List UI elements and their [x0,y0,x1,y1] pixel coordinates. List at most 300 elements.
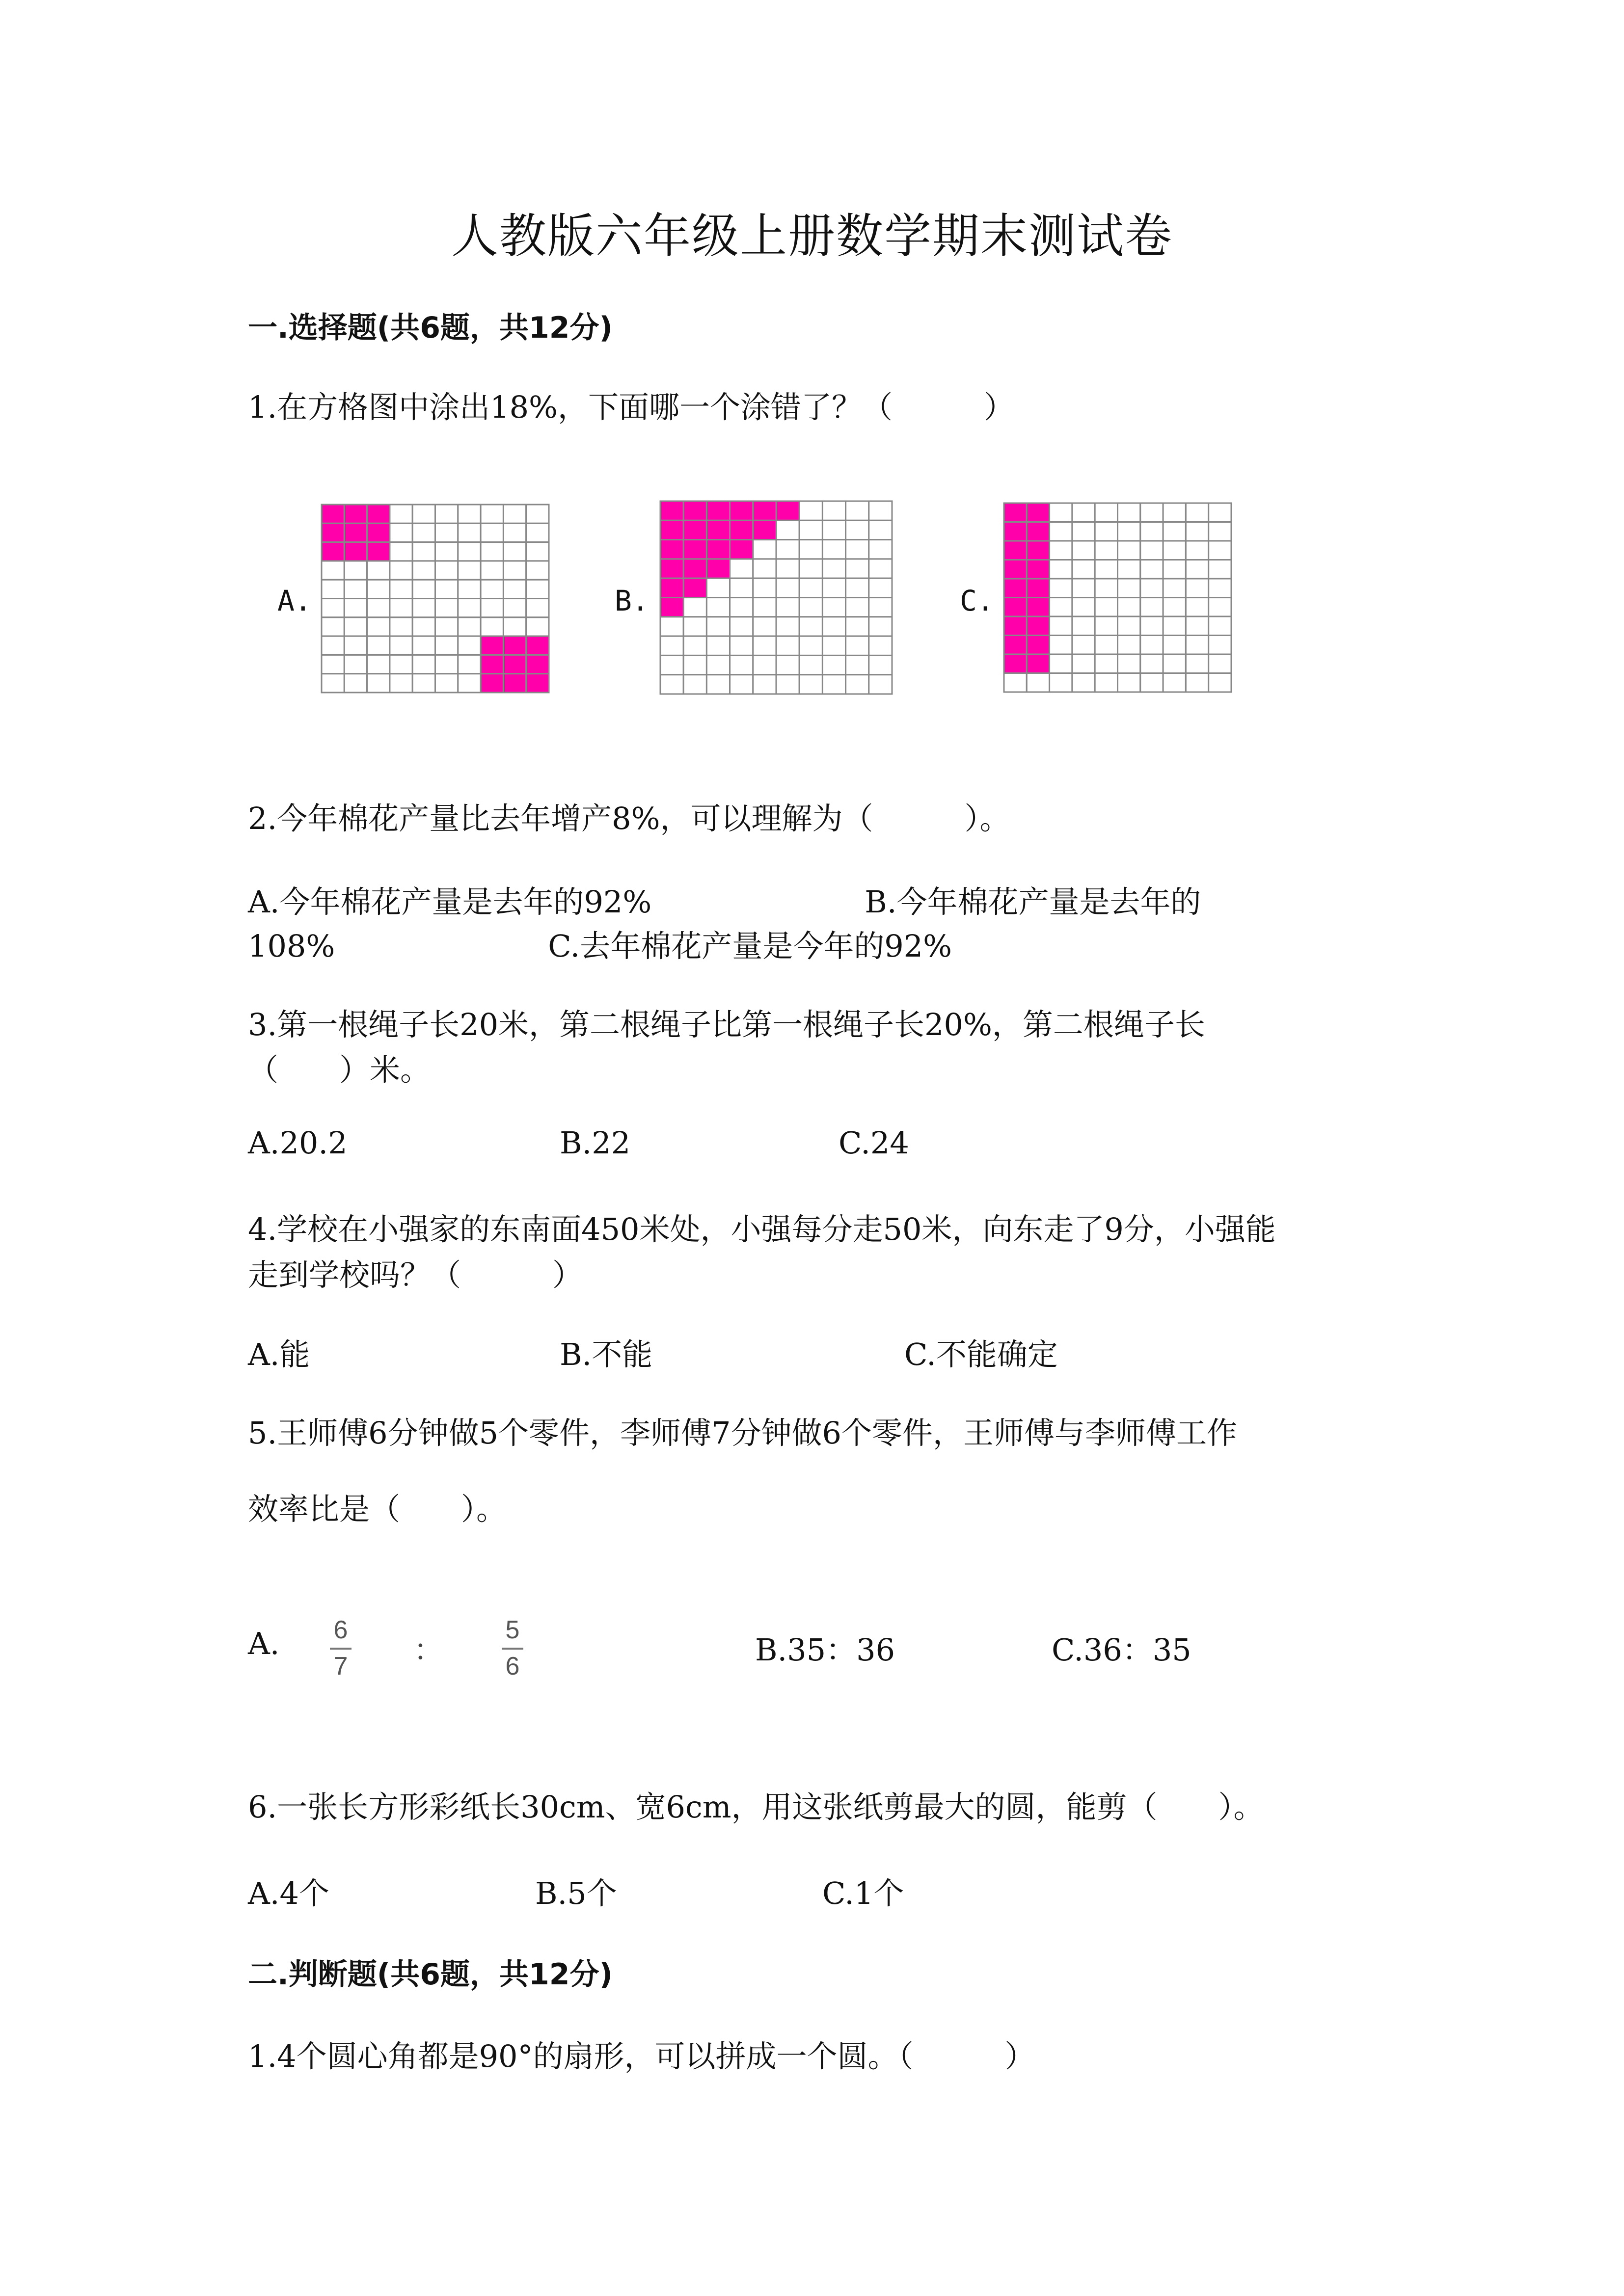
grid-cell [1140,673,1163,693]
grid-cell [1163,598,1186,617]
grid-cell [1209,598,1231,617]
shaded-cell [730,501,753,520]
grid-cell [1095,579,1117,598]
grid-cell [1163,579,1186,598]
grid-cell [799,520,822,539]
grid-cell [1118,541,1140,560]
grid-cell [367,636,390,655]
grid-cell [526,505,549,523]
grid-cell [1140,541,1163,560]
grid-cell [1050,616,1072,636]
grid-cell [344,599,367,617]
grid-cell [1140,522,1163,541]
shaded-cell [1027,654,1049,673]
grid-cell [822,655,845,674]
question-3-option-c: C.24 [839,1125,909,1161]
question-6-option-c: C.1个 [822,1875,904,1911]
grid-cell [503,523,526,542]
shaded-cell [1004,522,1027,541]
question-3-line2: （ ）米。 [248,1052,431,1088]
grid-cell [846,655,869,674]
shaded-cell [367,523,390,542]
grid-cell [846,501,869,520]
grid-cell [869,559,892,578]
fraction-denominator: 6 [505,1652,520,1681]
option-a-label: A. [277,584,312,617]
grid-cell [730,617,753,636]
grid-cell [1050,654,1072,673]
grid-cell [776,578,799,597]
grid-cell [435,617,458,636]
shaded-cell [1027,522,1049,541]
shaded-cell [1004,598,1027,617]
fraction-bar [502,1648,523,1650]
grid-cell [1118,636,1140,655]
question-3-option-b: B.22 [560,1125,631,1161]
grid-cell [412,561,435,580]
grid-cell [753,598,776,617]
grid-cell [1072,560,1095,579]
grid-cell [481,617,503,636]
shaded-cell [1004,654,1027,673]
grid-cell [1140,616,1163,636]
grid-cell [846,598,869,617]
question-3-line1: 3.第一根绳子长20米，第二根绳子比第一根绳子长20%，第二根绳子长 [248,1007,1205,1042]
shaded-cell [503,655,526,673]
grid-cell [1095,503,1117,522]
grid-cell [1050,560,1072,579]
shaded-cell [1004,541,1027,560]
grid-cell [683,598,706,617]
grid-cell [1186,598,1208,617]
grid-cell [730,655,753,674]
grid-cell [706,636,730,655]
grid-cell [1118,579,1140,598]
grid-cell [753,655,776,674]
shaded-cell [526,655,549,673]
grid-cell [526,580,549,598]
shaded-cell [776,501,799,520]
grid-cell [846,636,869,655]
grid-cell [822,501,845,520]
question-5-option-b: B.35：36 [755,1632,895,1668]
grid-cell [1140,636,1163,655]
grid-cell [1072,636,1095,655]
question-4-option-c: C.不能确定 [904,1336,1058,1372]
grid-cell [799,578,822,597]
shaded-cell [1027,579,1049,598]
shaded-cell [1004,579,1027,598]
grid-cell [458,542,481,561]
grid-a [322,505,549,693]
grid-cell [390,542,412,561]
grid-cell [869,636,892,655]
grid-cell [1004,673,1027,693]
grid-cell [367,617,390,636]
shaded-cell [344,505,367,523]
grid-cell [390,655,412,673]
grid-cell [776,617,799,636]
fraction-6-7 [330,1617,352,1679]
grid-cell [458,599,481,617]
grid-cell [869,675,892,694]
shaded-cell [706,540,730,559]
grid-cell [458,636,481,655]
grid-cell [435,599,458,617]
grid-cell [1118,503,1140,522]
shaded-cell [322,523,344,542]
grid-cell [799,675,822,694]
grid-cell [412,599,435,617]
grid-cell [481,505,503,523]
grid-cell [1118,654,1140,673]
grid-cell [458,505,481,523]
grid-cell [503,599,526,617]
shaded-cell [1004,616,1027,636]
grid-cell [1095,616,1117,636]
shaded-cell [344,523,367,542]
grid-cell [846,675,869,694]
grid-cell [344,617,367,636]
grid-cell [730,559,753,578]
section-heading-choice: 一.选择题(共6题，共12分) [248,311,613,345]
grid-cell [1140,598,1163,617]
grid-cell [822,578,845,597]
question-3-option-a: A.20.2 [248,1125,348,1161]
grid-cell [822,520,845,539]
grid-cell [706,578,730,597]
grid-cell [458,523,481,542]
grid-cell [322,617,344,636]
shaded-cell [1027,636,1049,655]
grid-cell [526,542,549,561]
grid-cell [458,580,481,598]
grid-cell [1072,598,1095,617]
grid-cell [1209,503,1231,522]
grid-cell [1186,673,1208,693]
question-4-line1: 4.学校在小强家的东南面450米处，小强每分走50米，向东走了9分，小强能 [248,1211,1276,1247]
grid-cell [503,542,526,561]
grid-cell [1072,654,1095,673]
grid-cell [660,636,683,655]
question-5-option-c: C.36：35 [1052,1632,1191,1668]
grid-cell [526,617,549,636]
fraction-denominator: 7 [333,1652,348,1681]
grid-cell [1072,541,1095,560]
grid-cell [1209,616,1231,636]
grid-cell [481,599,503,617]
grid-cell [1186,636,1208,655]
grid-cell [458,674,481,693]
grid-cell [1095,673,1117,693]
grid-cell [435,655,458,673]
grid-cell [1072,673,1095,693]
shaded-cell [706,520,730,539]
grid-cell [1095,636,1117,655]
shaded-cell [730,520,753,539]
question-5-line2: 效率比是（ ）。 [248,1491,507,1527]
grid-cell [390,674,412,693]
grid-cell [846,559,869,578]
shaded-cell [753,520,776,539]
grid-c [1004,503,1231,692]
grid-cell [822,617,845,636]
grid-cell [1050,636,1072,655]
grid-cell [412,523,435,542]
shaded-cell [683,559,706,578]
grid-cell [1140,503,1163,522]
grid-cell [846,578,869,597]
grid-cell [1140,579,1163,598]
shaded-cell [1004,560,1027,579]
grid-cell [799,598,822,617]
grid-cell [322,674,344,693]
shaded-cell [683,540,706,559]
question-6: 6.一张长方形彩纸长30cm、宽6cm，用这张纸剪最大的圆，能剪（ ）。 [248,1789,1264,1825]
grid-cell [869,578,892,597]
question-4-line2: 走到学校吗？（ ） [248,1257,583,1293]
shaded-cell [344,542,367,561]
grid-cell [753,617,776,636]
grid-cell [776,655,799,674]
shaded-cell [1027,598,1049,617]
grid-cell [1209,673,1231,693]
grid-cell [1072,503,1095,522]
shaded-cell [1004,636,1027,655]
grid-cell [1163,503,1186,522]
shaded-cell [683,501,706,520]
page-title: 人教版六年级上册数学期末测试卷 [451,209,1173,264]
grid-cell [753,578,776,597]
grid-cell [1163,560,1186,579]
shaded-cell [367,505,390,523]
shaded-cell [753,501,776,520]
grid-cell [683,636,706,655]
shaded-cell [526,636,549,655]
grid-cell [753,540,776,559]
judgement-question-1: 1.4个圆心角都是90°的扇形，可以拼成一个圆。（ ） [248,2038,1035,2074]
grid-cell [776,520,799,539]
question-2-options-line2: 108% C.去年棉花产量是今年的92% [248,928,952,964]
shaded-cell [481,655,503,673]
grid-cell [869,501,892,520]
grid-cell [799,655,822,674]
grid-cell [776,675,799,694]
grid-cell [1095,522,1117,541]
shaded-cell [660,501,683,520]
grid-cell [412,674,435,693]
shaded-cell [660,540,683,559]
grid-cell [526,523,549,542]
grid-cell [1186,541,1208,560]
question-2: 2.今年棉花产量比去年增产8%，可以理解为（ ）。 [248,801,1010,836]
grid-cell [706,598,730,617]
question-6-option-b: B.5个 [535,1875,617,1911]
question-5-option-a-prefix: A. [248,1626,280,1661]
grid-cell [822,540,845,559]
grid-cell [1118,560,1140,579]
grid-cell [412,580,435,598]
grid-cell [1140,560,1163,579]
grid-cell [481,542,503,561]
grid-cell [367,599,390,617]
grid-cell [846,617,869,636]
question-6-option-a: A.4个 [248,1875,329,1911]
shaded-cell [1004,503,1027,522]
grid-cell [435,542,458,561]
grid-cell [412,636,435,655]
grid-cell [1163,616,1186,636]
grid-cell [1027,673,1049,693]
grid-cell [1140,654,1163,673]
grid-cell [869,655,892,674]
shaded-cell [660,578,683,597]
grid-b [660,501,892,694]
grid-cell [390,636,412,655]
grid-cell [776,540,799,559]
grid-cell [390,523,412,542]
shaded-cell [660,520,683,539]
shaded-cell [503,674,526,693]
grid-cell [753,559,776,578]
shaded-cell [367,542,390,561]
shaded-cell [660,559,683,578]
shaded-cell [730,540,753,559]
grid-cell [1209,654,1231,673]
grid-cell [1050,673,1072,693]
grid-cell [1186,616,1208,636]
grid-cell [1072,522,1095,541]
grid-cell [344,636,367,655]
grid-cell [435,561,458,580]
grid-cell [660,617,683,636]
grid-cell [1163,636,1186,655]
shaded-cell [481,636,503,655]
grid-cell [390,561,412,580]
grid-cell [1209,636,1231,655]
grid-cell [390,580,412,598]
shaded-cell [706,559,730,578]
grid-cell [390,599,412,617]
grid-cell [344,655,367,673]
question-5-line1: 5.王师傅6分钟做5个零件，李师傅7分钟做6个零件，王师傅与李师傅工作 [248,1415,1237,1451]
shaded-cell [1027,560,1049,579]
question-4-option-a: A.能 [248,1336,310,1372]
grid-cell [458,561,481,580]
option-b-label: B. [615,584,649,617]
grid-cell [412,542,435,561]
grid-cell [1072,616,1095,636]
fraction-numerator: 5 [505,1616,520,1644]
grid-cell [322,561,344,580]
shaded-cell [322,505,344,523]
grid-cell [1050,522,1072,541]
grid-cell [776,636,799,655]
grid-cell [1050,541,1072,560]
grid-cell [458,617,481,636]
grid-cell [503,580,526,598]
grid-cell [1209,522,1231,541]
grid-cell [1095,560,1117,579]
grid-cell [706,655,730,674]
grid-cell [1186,560,1208,579]
grid-cell [822,598,845,617]
grid-cell [481,561,503,580]
grid-cell [435,674,458,693]
grid-cell [458,655,481,673]
grid-cell [1050,598,1072,617]
fraction-bar [330,1648,352,1650]
grid-cell [683,617,706,636]
grid-cell [390,505,412,523]
grid-cell [1186,579,1208,598]
grid-cell [412,617,435,636]
grid-cell [1186,654,1208,673]
grid-cell [322,636,344,655]
grid-cell [322,580,344,598]
grid-cell [730,598,753,617]
grid-cell [799,617,822,636]
shaded-cell [683,520,706,539]
shaded-cell [683,578,706,597]
section-heading-judgement: 二.判断题(共6题，共12分) [248,1957,613,1992]
grid-cell [730,636,753,655]
grid-cell [730,675,753,694]
grid-cell [753,636,776,655]
grid-cell [344,674,367,693]
question-4-option-b: B.不能 [560,1336,653,1372]
grid-cell [846,540,869,559]
question-2-options-line1: A.今年棉花产量是去年的92% B.今年棉花产量是去年的 [248,884,1201,920]
grid-cell [776,598,799,617]
grid-cell [1163,673,1186,693]
grid-cell [412,505,435,523]
grid-cell [481,580,503,598]
grid-cell [1163,654,1186,673]
shaded-cell [481,674,503,693]
grid-cell [526,561,549,580]
grid-cell [367,655,390,673]
grid-cell [1163,522,1186,541]
grid-cell [1163,541,1186,560]
grid-cell [660,655,683,674]
grid-cell [706,675,730,694]
grid-cell [435,636,458,655]
fraction-5-6 [502,1617,523,1679]
grid-cell [799,636,822,655]
grid-cell [706,617,730,636]
grid-cell [435,580,458,598]
grid-cell [435,523,458,542]
grid-cell [822,636,845,655]
grid-cell [1118,598,1140,617]
grid-cell [367,561,390,580]
grid-cell [435,505,458,523]
grid-cell [799,559,822,578]
grid-cell [869,598,892,617]
ratio-colon: ： [413,1632,444,1668]
grid-cell [776,559,799,578]
grid-cell [683,655,706,674]
grid-cell [753,675,776,694]
grid-cell [1209,560,1231,579]
grid-cell [683,675,706,694]
grid-cell [503,617,526,636]
grid-cell [1118,616,1140,636]
grid-cell [1118,673,1140,693]
grid-cell [846,520,869,539]
question-1: 1.在方格图中涂出18%，下面哪一个涂错了？（ ） [248,389,1014,425]
